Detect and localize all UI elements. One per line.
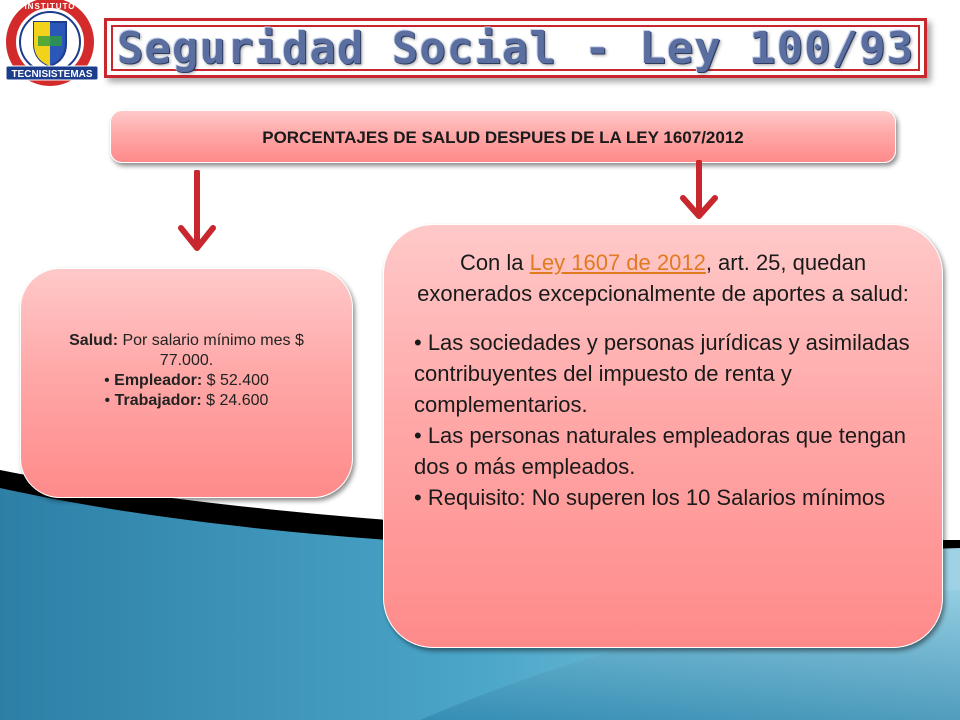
employer-value: $ 52.400 [202, 372, 269, 389]
page-title: Seguridad Social - Ley 100/93 [116, 23, 915, 74]
arrow-down-left-icon [176, 170, 218, 256]
logo-bottom-text: TECNISISTEMAS [11, 69, 93, 80]
exemption-box [383, 224, 943, 648]
worker-value: $ 24.600 [201, 392, 269, 409]
employer-label: Empleador: [114, 372, 203, 389]
salary-lead [41, 331, 332, 371]
worker-label: Trabajador: [114, 392, 202, 409]
worker-item: • Trabajador: $ 24.600 [104, 392, 269, 409]
intro-after: , art. 25, quedan exonerados excepcionalmente de aportes a salud: [417, 250, 909, 306]
salary-contribution-box [20, 268, 353, 498]
institute-logo [0, 0, 104, 90]
logo-top-text: INSTITUTO [24, 2, 76, 11]
title-frame [104, 18, 927, 78]
exemption-list [414, 327, 912, 513]
list-item: • Requisito: No superen los 10 Salarios mínimos [414, 485, 886, 510]
arrow-down-right-icon [678, 160, 720, 222]
employer-item: • Empleador: $ 52.400 [104, 372, 269, 389]
list-item: • Las personas naturales empleadoras que tengan dos o más empleados. [414, 423, 907, 479]
exemption-intro [414, 247, 912, 309]
salary-lead-text: Por salario mínimo mes $ 77.000. [118, 332, 304, 369]
salary-lead-label: Salud: [69, 332, 119, 349]
intro-before: Con la [459, 250, 530, 275]
section-heading: PORCENTAJES DE SALUD DESPUES DE LA LEY 1607/2012 [110, 110, 896, 163]
list-item: • Las sociedades y personas jurídicas y asimiladas contribuyentes del impuesto de renta y complementarios. [414, 330, 910, 417]
law-link[interactable]: Ley 1607 de 2012 [529, 250, 706, 275]
